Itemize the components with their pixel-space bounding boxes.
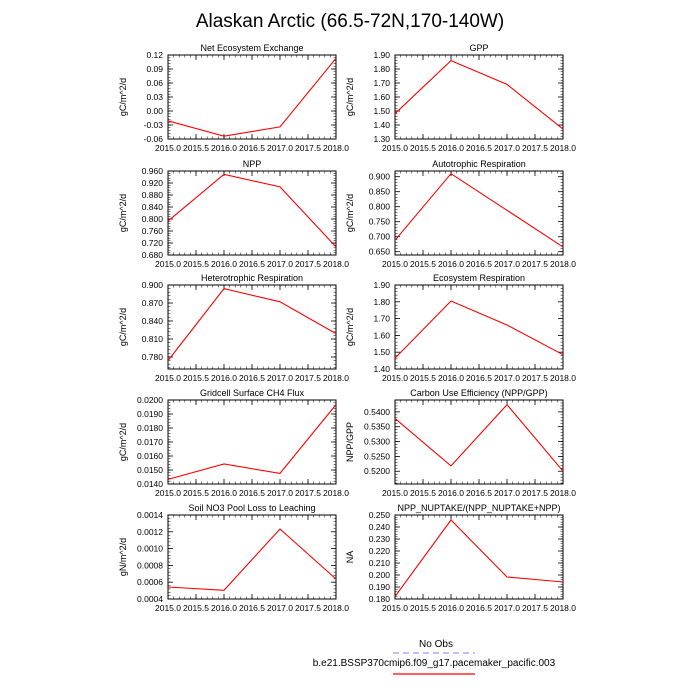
y-axis-label: gC/m^2/d: [118, 77, 128, 117]
y-tick-label: 0.800: [368, 201, 390, 212]
x-tick-label: 2016.5: [239, 373, 265, 383]
series-line: [395, 405, 563, 472]
panel-title: Gridcell Surface CH4 Flux: [199, 388, 305, 398]
x-tick-label: 2016.5: [239, 143, 265, 153]
y-tick-label: 0.0180: [137, 423, 163, 433]
x-tick-label: 2015.5: [183, 373, 209, 383]
x-tick-label: 2016.5: [466, 259, 492, 269]
x-tick-label: 2017.0: [267, 603, 293, 613]
x-tick-label: 2016.5: [466, 143, 492, 153]
y-tick-label: 0.06: [146, 78, 163, 88]
panel-2: [345, 43, 576, 153]
y-tick-label: 1.50: [373, 106, 390, 116]
x-tick-label: 2015.0: [382, 373, 408, 383]
x-tick-label: 2016.5: [466, 488, 492, 498]
panel-title: Soil NO3 Pool Loss to Leaching: [188, 503, 316, 513]
x-tick-label: 2018.0: [323, 143, 349, 153]
y-tick-label: 0.900: [141, 280, 163, 290]
x-tick-label: 2017.0: [267, 373, 293, 383]
y-tick-label: 0.210: [368, 558, 390, 568]
y-tick-label: 0.5250: [364, 451, 390, 462]
panel-9: [118, 503, 349, 613]
panel-title: GPP: [469, 43, 489, 53]
x-tick-label: 2016.5: [239, 488, 265, 498]
y-tick-label: 1.70: [373, 313, 390, 324]
y-tick-label: 0.850: [368, 186, 390, 197]
x-tick-label: 2017.0: [494, 143, 520, 153]
x-tick-label: 2016.0: [438, 259, 464, 269]
y-tick-label: 1.30: [373, 134, 390, 144]
y-tick-label: 1.40: [373, 364, 390, 374]
legend-label-obs: No Obs: [419, 639, 453, 650]
x-tick-label: 2017.5: [295, 603, 321, 613]
y-tick-label: 1.80: [373, 296, 390, 307]
y-tick-label: 0.0160: [137, 451, 163, 461]
y-axis-label: gC/m^2/d: [345, 193, 355, 233]
series-line: [168, 58, 336, 136]
x-tick-label: 2018.0: [550, 373, 576, 383]
plot-frame: [168, 171, 336, 255]
panel-10: [345, 503, 576, 613]
y-tick-label: 0.800: [141, 214, 163, 224]
x-tick-label: 2018.0: [323, 488, 349, 498]
y-axis-label: gC/m^2/d: [345, 77, 355, 117]
y-tick-label: -0.06: [143, 134, 163, 144]
panel-7: [118, 388, 349, 498]
panel-title: Carbon Use Efficiency (NPP/GPP): [410, 388, 548, 398]
x-tick-label: 2016.5: [466, 603, 492, 613]
plot-frame: [168, 285, 336, 369]
y-tick-label: 0.12: [146, 50, 163, 60]
figure-title: Alaskan Arctic (66.5-72N,170-140W): [195, 11, 505, 32]
y-tick-label: 1.90: [373, 50, 390, 60]
plot-frame: [168, 55, 336, 139]
y-tick-label: 0.09: [146, 64, 163, 74]
series-line: [168, 529, 336, 590]
y-tick-label: 0.5400: [364, 406, 390, 417]
y-tick-label: 1.50: [373, 347, 390, 358]
x-tick-label: 2016.0: [211, 259, 237, 269]
panel-title: NPP: [242, 159, 262, 169]
y-tick-label: 0.250: [368, 510, 390, 520]
legend: [313, 639, 556, 674]
x-tick-label: 2015.0: [382, 488, 408, 498]
panel-6: [345, 273, 576, 383]
x-tick-label: 2016.0: [211, 603, 237, 613]
series-line: [168, 174, 336, 247]
x-tick-label: 2015.0: [155, 373, 181, 383]
y-tick-label: 0.880: [141, 190, 163, 200]
x-tick-label: 2015.5: [183, 488, 209, 498]
plot-frame: [168, 400, 336, 484]
x-tick-label: 2016.0: [438, 488, 464, 498]
x-tick-label: 2017.0: [267, 143, 293, 153]
y-tick-label: 0.0012: [137, 526, 163, 537]
y-tick-label: 0.840: [141, 202, 163, 212]
series-line: [395, 301, 563, 358]
x-tick-label: 2016.0: [438, 143, 464, 153]
y-tick-label: 0.960: [141, 166, 163, 176]
y-tick-label: 0.190: [368, 582, 390, 592]
x-tick-label: 2015.5: [410, 603, 436, 613]
y-tick-label: 0.840: [141, 316, 163, 326]
x-tick-label: 2017.0: [494, 373, 520, 383]
x-tick-label: 2018.0: [550, 259, 576, 269]
x-tick-label: 2018.0: [323, 603, 349, 613]
y-tick-label: 0.180: [368, 594, 390, 604]
series-line: [395, 520, 563, 597]
y-tick-label: 1.80: [373, 64, 390, 74]
x-tick-label: 2016.5: [239, 259, 265, 269]
panel-title: NPP_NUPTAKE/(NPP_NUPTAKE+NPP): [397, 503, 561, 513]
x-tick-label: 2017.5: [522, 373, 548, 383]
y-tick-label: 0.0170: [137, 437, 163, 447]
y-axis-label: NPP/GPP: [345, 421, 355, 463]
y-tick-label: 0.680: [141, 250, 163, 260]
x-tick-label: 2017.5: [295, 143, 321, 153]
series-line: [168, 289, 336, 361]
y-tick-label: 0.0006: [137, 577, 163, 588]
y-tick-label: 0.00: [146, 106, 163, 116]
panel-title: Ecosystem Respiration: [432, 273, 526, 283]
y-tick-label: 0.0200: [137, 395, 163, 405]
y-axis-label: gC/m^2/d: [118, 193, 128, 233]
y-tick-label: 0.230: [368, 534, 390, 544]
x-tick-label: 2016.0: [211, 143, 237, 153]
y-tick-label: 0.810: [141, 334, 163, 344]
plot-frame: [395, 171, 563, 255]
x-tick-label: 2015.0: [155, 259, 181, 269]
y-tick-label: 0.5300: [364, 436, 390, 447]
x-tick-label: 2015.0: [382, 259, 408, 269]
x-tick-label: 2015.5: [183, 259, 209, 269]
plot-frame: [395, 515, 563, 599]
x-tick-label: 2017.5: [295, 259, 321, 269]
panel-3: [118, 159, 349, 269]
y-tick-label: 0.720: [141, 238, 163, 248]
x-tick-label: 2016.0: [211, 488, 237, 498]
y-axis-label: gC/m^2/d: [118, 422, 128, 462]
x-tick-label: 2015.5: [410, 373, 436, 383]
y-tick-label: 0.220: [368, 546, 390, 556]
y-tick-label: 1.40: [373, 120, 390, 130]
x-tick-label: 2015.5: [410, 143, 436, 153]
y-tick-label: 0.0150: [137, 465, 163, 475]
x-tick-label: 2015.0: [382, 603, 408, 613]
legend-label-model: b.e21.BSSP370cmip6.f09_g17.pacemaker_pacific.003: [312, 658, 556, 669]
y-tick-label: 0.700: [368, 231, 390, 242]
x-tick-label: 2015.0: [155, 143, 181, 153]
series-line: [395, 61, 563, 130]
x-tick-label: 2015.5: [410, 259, 436, 269]
y-tick-label: 0.5200: [364, 466, 390, 477]
panel-title: Net Ecosystem Exchange: [200, 43, 304, 53]
x-tick-label: 2016.5: [466, 373, 492, 383]
y-axis-label: gC/m^2/d: [118, 307, 128, 347]
y-tick-label: 0.760: [141, 226, 163, 236]
x-tick-label: 2015.0: [382, 143, 408, 153]
y-tick-label: 0.200: [368, 570, 390, 580]
x-tick-label: 2016.0: [438, 373, 464, 383]
panel-title: Autotrophic Respiration: [432, 159, 526, 169]
x-tick-label: 2018.0: [550, 603, 576, 613]
series-line: [168, 405, 336, 480]
y-axis-label: gN/m^2/d: [118, 537, 128, 577]
y-tick-label: 0.920: [141, 178, 163, 188]
y-tick-label: 1.70: [373, 78, 390, 88]
y-tick-label: 0.0014: [137, 510, 163, 520]
y-tick-label: 0.0010: [137, 543, 163, 554]
x-tick-label: 2018.0: [550, 488, 576, 498]
panels: [118, 43, 576, 613]
y-tick-label: 0.650: [368, 246, 390, 257]
y-tick-label: 0.0140: [137, 479, 163, 489]
x-tick-label: 2017.5: [295, 488, 321, 498]
x-tick-label: 2017.5: [295, 373, 321, 383]
x-tick-label: 2017.0: [267, 259, 293, 269]
x-tick-label: 2018.0: [550, 143, 576, 153]
y-tick-label: 0.0004: [137, 594, 163, 604]
x-tick-label: 2017.5: [522, 603, 548, 613]
x-tick-label: 2017.0: [494, 488, 520, 498]
panel-title: Heterotrophic Respiration: [200, 273, 304, 283]
y-tick-label: 1.60: [373, 330, 390, 341]
x-tick-label: 2015.5: [183, 603, 209, 613]
panel-8: [345, 388, 576, 498]
y-tick-label: 0.780: [141, 352, 163, 362]
x-tick-label: 2018.0: [323, 259, 349, 269]
panel-4: [345, 159, 576, 269]
plot-frame: [395, 55, 563, 139]
y-tick-label: 0.5350: [364, 421, 390, 432]
y-tick-label: 0.240: [368, 522, 390, 532]
panel-5: [118, 273, 349, 383]
y-tick-label: 0.870: [141, 298, 163, 308]
y-axis-label: NA: [345, 550, 355, 564]
x-tick-label: 2017.0: [494, 259, 520, 269]
x-tick-label: 2016.0: [438, 603, 464, 613]
x-tick-label: 2017.5: [522, 488, 548, 498]
x-tick-label: 2017.5: [522, 259, 548, 269]
y-tick-label: 1.60: [373, 92, 390, 102]
x-tick-label: 2015.0: [155, 488, 181, 498]
y-tick-label: 0.0008: [137, 560, 163, 571]
y-tick-label: 0.03: [146, 92, 163, 102]
x-tick-label: 2016.0: [211, 373, 237, 383]
y-tick-label: -0.03: [143, 120, 163, 130]
x-tick-label: 2016.5: [239, 603, 265, 613]
x-tick-label: 2017.0: [267, 488, 293, 498]
y-tick-label: 1.90: [373, 280, 390, 290]
panel-1: [118, 43, 349, 153]
x-tick-label: 2017.5: [522, 143, 548, 153]
series-line: [395, 174, 563, 247]
plot-frame: [395, 285, 563, 369]
x-tick-label: 2018.0: [323, 373, 349, 383]
x-tick-label: 2017.0: [494, 603, 520, 613]
y-tick-label: 0.750: [368, 216, 390, 227]
y-tick-label: 0.0190: [137, 409, 163, 419]
x-tick-label: 2015.0: [155, 603, 181, 613]
x-tick-label: 2015.5: [410, 488, 436, 498]
y-tick-label: 0.900: [368, 171, 390, 182]
y-axis-label: gC/m^2/d: [345, 307, 355, 347]
x-tick-label: 2015.5: [183, 143, 209, 153]
